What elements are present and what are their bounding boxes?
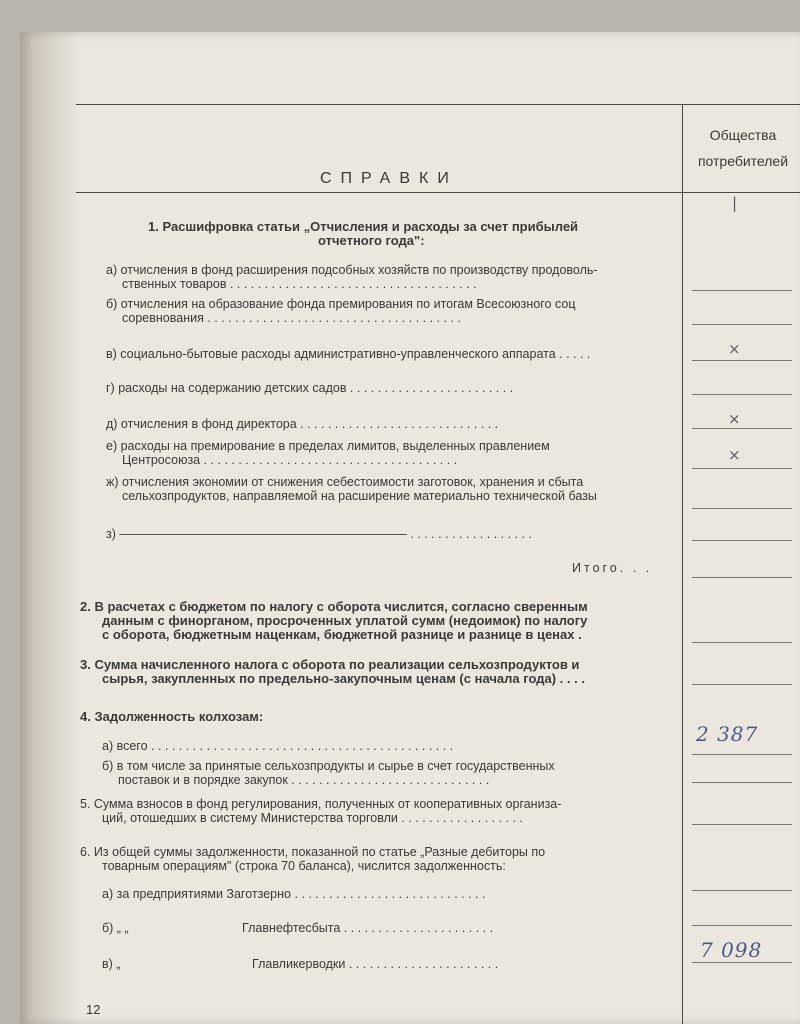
section2-line1: 2. В расчетах с бюджетом по налогу с оборота числится, согласно сверенным [80, 599, 588, 614]
section1-item-g: г) расходы на содержанию детских садов . . . . . . . . . . . . . . . . . . . . . . . . [106, 381, 514, 395]
section6-item-v-org: Главликерводки . . . . . . . . . . . . . . . . . . . . . . [252, 957, 499, 971]
section4-item-b-line2: поставок и в порядке закупок . . . . . . . . . . . . . . . . . . . . . . . . . . . . . [118, 773, 490, 787]
section1-item-e-line1: е) расходы на премирование в пределах лимитов, выделенных правлением [106, 439, 550, 453]
cross-mark: × [728, 340, 741, 358]
section1-item-b-line2: соревнования . . . . . . . . . . . . . . . . . . . . . . . . . . . . . . . . . . . . . [122, 311, 461, 325]
section1-total: Итого. . . [572, 561, 653, 575]
cross-mark: × [728, 446, 741, 464]
section6-item-a: а) за предприятиями Заготзерно . . . . . . . . . . . . . . . . . . . . . . . . . . . . [102, 887, 486, 901]
value-line [692, 468, 792, 469]
handwritten-value-2387: 2 387 [696, 722, 759, 746]
section4-item-b-line1: б) в том числе за принятые сельхозпродукты и сырье в счет государственных [102, 759, 555, 773]
section1-item-b-line1: б) отчисления на образование фонда премирования по итогам Всесоюзного соц [106, 297, 576, 311]
value-line [692, 684, 792, 685]
section2-line2: данным с финорганом, просроченных уплатой сумм (недоимок) по налогу [102, 613, 588, 628]
page-binding-shadow [20, 32, 80, 1024]
section6-line2: товарным операциям" (строка 70 баланса), числится задолженность: [102, 859, 506, 873]
value-line [692, 360, 792, 361]
section1-heading-line1: 1. Расшифровка статьи „Отчисления и расходы за счет прибылей [148, 219, 579, 234]
section3-line2: сырья, закупленных по предельно-закупочным ценам (с начала года) . . . . [102, 671, 585, 686]
value-line [692, 394, 792, 395]
page-title: СПРАВКИ [320, 170, 458, 187]
section5-line2: ций, отошедших в систему Министерства торговли . . . . . . . . . . . . . . . . . . [102, 811, 523, 825]
value-line [692, 428, 792, 429]
column-tick-mark: | [732, 194, 738, 212]
table-header-rule [76, 192, 800, 193]
column-header-line2: потребителей [697, 153, 789, 169]
value-line [692, 754, 792, 755]
document-page [20, 32, 800, 1024]
section5-line1: 5. Сумма взносов в фонд регулирования, полученных от кооперативных организа- [80, 797, 562, 811]
value-line [692, 577, 792, 578]
section1-item-v: в) социально-бытовые расходы административно-управленческого аппарата . . . . . [106, 347, 591, 361]
table-column-divider [682, 104, 683, 1024]
section3-line1: 3. Сумма начисленного налога с оборота по реализации сельхозпродуктов и [80, 657, 580, 672]
section4-heading: 4. Задолженность колхозам: [80, 709, 264, 724]
section6-item-b-prefix: б) „ „ [102, 921, 129, 935]
value-line [692, 324, 792, 325]
value-line [692, 925, 792, 926]
value-line [692, 540, 792, 541]
section4-item-a: а) всего . . . . . . . . . . . . . . . . . . . . . . . . . . . . . . . . . . . . . . . . . . . . [102, 739, 454, 753]
value-line [692, 890, 792, 891]
column-header [686, 122, 800, 174]
value-line [692, 508, 792, 509]
cross-mark: × [728, 410, 741, 428]
value-line [692, 642, 792, 643]
value-line [692, 962, 792, 963]
value-line [692, 782, 792, 783]
handwritten-value-7098: 7 098 [700, 938, 763, 962]
section6-line1: 6. Из общей суммы задолженности, показанной по статье „Разные дебиторы по [80, 845, 546, 859]
section1-item-d: д) отчисления в фонд директора . . . . . . . . . . . . . . . . . . . . . . . . . . . . . [106, 417, 499, 431]
section1-item-z: з) ——————————————————————— . . . . . . . . . . . . . . . . . . [106, 527, 532, 541]
section1-heading-line2: отчетного года": [318, 233, 425, 248]
section1-item-a-line1: а) отчисления в фонд расширения подсобных хозяйств по производству продоволь- [106, 263, 598, 277]
value-line [692, 824, 792, 825]
section1-item-e-line2: Центросоюза . . . . . . . . . . . . . . . . . . . . . . . . . . . . . . . . . . . . . [122, 453, 458, 467]
section2-line3: с оборота, бюджетным наценкам, бюджетной разнице и разнице в ценах . [102, 627, 582, 642]
section1-item-zh-line1: ж) отчисления экономии от снижения себестоимости заготовок, хранения и сбыта [106, 475, 584, 489]
table-top-rule [76, 104, 800, 105]
column-header-line1: Общества [709, 127, 777, 143]
page-number: 12 [86, 1002, 101, 1017]
section1-item-zh-line2: сельхозпродуктов, направляемой на расширение материально технической базы [122, 489, 597, 503]
section6-item-b-org: Главнефтесбыта . . . . . . . . . . . . . . . . . . . . . . [242, 921, 494, 935]
section6-item-v-prefix: в) „ [102, 957, 121, 971]
section1-item-a-line2: ственных товаров . . . . . . . . . . . . . . . . . . . . . . . . . . . . . . . . . . . . [122, 277, 477, 291]
value-line [692, 290, 792, 291]
